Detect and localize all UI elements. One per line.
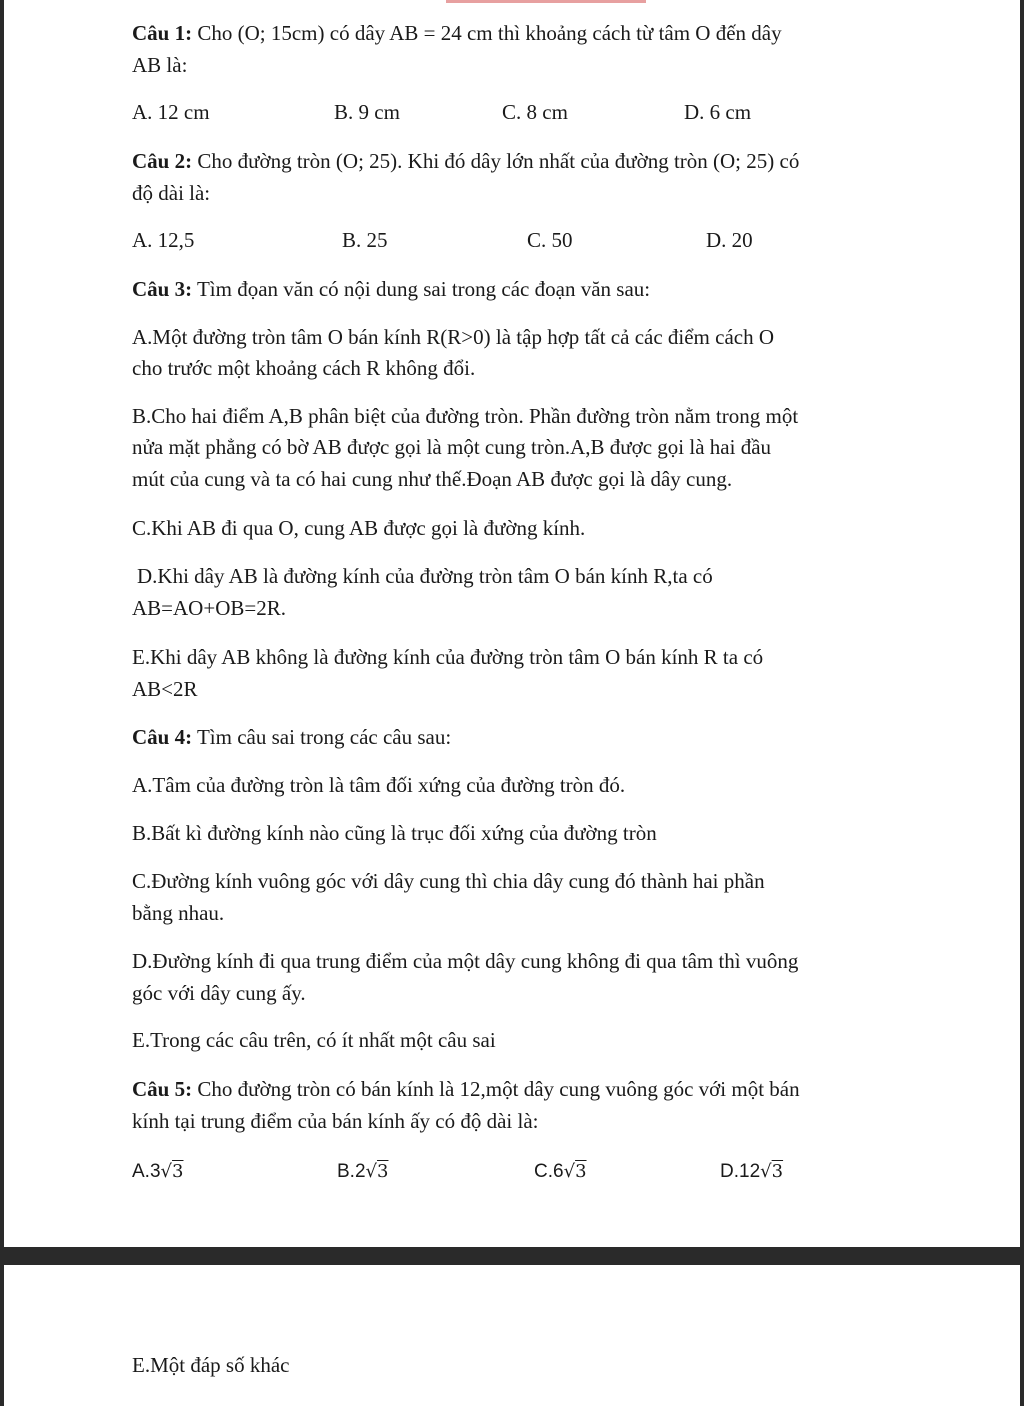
- red-mark: [446, 0, 646, 3]
- q4-option-d-line2: góc với dây cung ấy.: [132, 981, 306, 1005]
- q5-label: Câu 5:: [132, 1077, 193, 1101]
- q4-option-b: B.Bất kì đường kính nào cũng là trục đối xứng của đường tròn: [132, 821, 657, 845]
- q3-line1: Câu 3: Tìm đọan văn có nội dung sai trong các đoạn văn sau:: [132, 277, 651, 301]
- q4-option-d-line1: D.Đường kính đi qua trung điểm của một dây cung không đi qua tâm thì vuông: [132, 949, 799, 973]
- q3-option-a-line1: A.Một đường tròn tâm O bán kính R(R>0) là tập hợp tất cả các điểm cách O: [132, 325, 775, 349]
- q3-option-c: C.Khi AB đi qua O, cung AB được gọi là đường kính.: [132, 516, 586, 540]
- q4-label: Câu 4:: [132, 725, 193, 749]
- q2-label: Câu 2:: [132, 149, 193, 173]
- q5-option-c: C.6√3: [534, 1161, 587, 1182]
- q3-option-e-line1: E.Khi dây AB không là đường kính của đường tròn tâm O bán kính R ta có: [132, 645, 764, 669]
- q1-option-c: C. 8 cm: [502, 100, 568, 124]
- q4-option-a: A.Tâm của đường tròn là tâm đối xứng của đường tròn đó.: [132, 773, 626, 797]
- q1-option-d: D. 6 cm: [684, 100, 752, 124]
- q4-option-c-line1: C.Đường kính vuông góc với dây cung thì chia dây cung đó thành hai phần: [132, 869, 765, 893]
- q2-line2: độ dài là:: [132, 181, 211, 205]
- q2-option-d: D. 20: [706, 228, 753, 252]
- q3-option-d-line1: D.Khi dây AB là đường kính của đường tròn tâm O bán kính R,ta có: [137, 564, 713, 588]
- q1-line2: AB là:: [132, 53, 188, 77]
- q2-line1: Câu 2: Cho đường tròn (O; 25). Khi đó dây lớn nhất của đường tròn (O; 25) có: [132, 149, 800, 173]
- page-sheet-bottom: [0, 1265, 1024, 1406]
- q3-option-e-line2: AB<2R: [132, 677, 198, 701]
- q5-option-e: E.Một đáp số khác: [132, 1353, 290, 1377]
- q5-option-a: A.3√3: [132, 1161, 184, 1182]
- q4-line1: Câu 4: Tìm câu sai trong các câu sau:: [132, 725, 452, 749]
- q2-option-a: A. 12,5: [132, 228, 195, 252]
- q1-option-b: B. 9 cm: [334, 100, 400, 124]
- q5-option-d: D.12√3: [720, 1161, 784, 1182]
- q3-option-b-line3: mút của cung và ta có hai cung như thế.Đoạn AB được gọi là dây cung.: [132, 467, 733, 491]
- q3-option-b-line1: B.Cho hai điểm A,B phân biệt của đường tròn. Phần đường tròn nằm trong một: [132, 404, 799, 428]
- q1-line1: Câu 1: Cho (O; 15cm) có dây AB = 24 cm thì khoảng cách từ tâm O đến dây: [132, 21, 782, 45]
- q1-option-a: A. 12 cm: [132, 100, 210, 124]
- q4-option-e: E.Trong các câu trên, có ít nhất một câu sai: [132, 1028, 496, 1052]
- q3-option-b-line2: nửa mặt phẳng có bờ AB được gọi là một cung tròn.A,B được gọi là hai đầu: [132, 435, 772, 459]
- q5-line2: kính tại trung điểm của bán kính ấy có độ dài là:: [132, 1109, 539, 1133]
- q4-option-c-line2: bằng nhau.: [132, 901, 225, 925]
- q2-option-b: B. 25: [342, 228, 388, 252]
- q1-label: Câu 1:: [132, 21, 193, 45]
- q3-label: Câu 3:: [132, 277, 193, 301]
- q3-option-a-line2: cho trước một khoảng cách R không đổi.: [132, 356, 476, 380]
- q5-option-b: B.2√3: [337, 1161, 389, 1182]
- q3-option-d-line2: AB=AO+OB=2R.: [132, 596, 286, 620]
- q2-option-c: C. 50: [527, 228, 573, 252]
- q5-line1: Câu 5: Cho đường tròn có bán kính là 12,một dây cung vuông góc với một bán: [132, 1077, 800, 1101]
